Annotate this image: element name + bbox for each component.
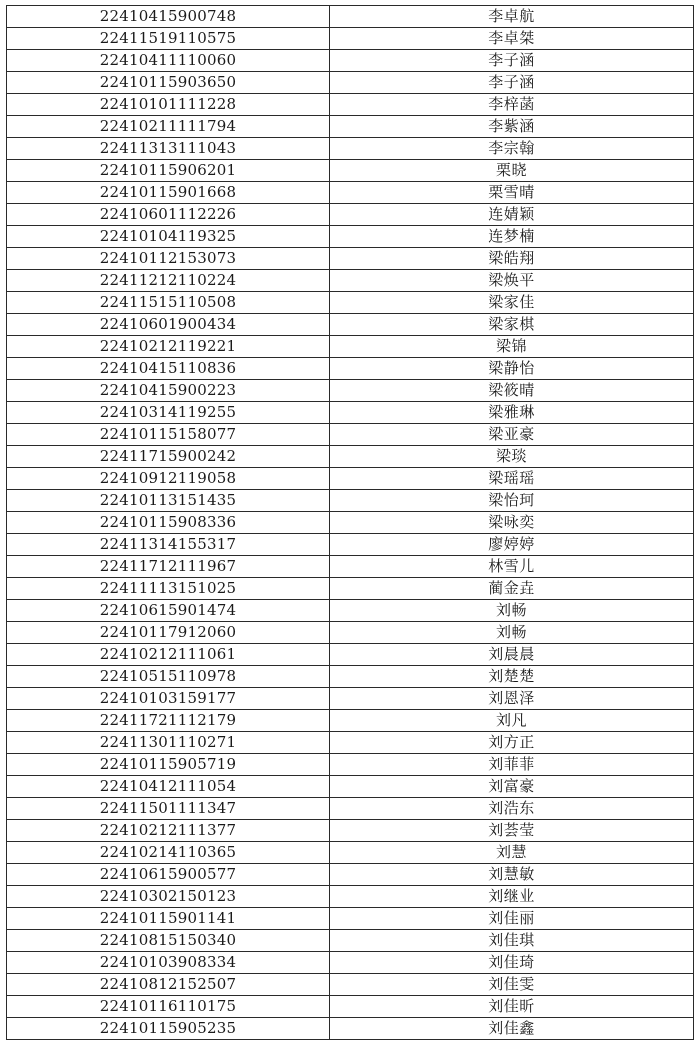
candidate-id-cell: 22410115908336	[7, 512, 330, 534]
table-row	[7, 820, 694, 842]
student-name-cell: 刘佳琪	[330, 930, 694, 952]
candidate-id-cell: 22410112153073	[7, 248, 330, 270]
table-row	[7, 600, 694, 622]
student-name-cell: 刘楚楚	[330, 666, 694, 688]
table-row	[7, 336, 694, 358]
candidate-id-cell: 22410815150340	[7, 930, 330, 952]
candidate-id-cell: 22411712111967	[7, 556, 330, 578]
table-row	[7, 622, 694, 644]
candidate-id-cell: 22410415900223	[7, 380, 330, 402]
student-name-cell: 梁皓翔	[330, 248, 694, 270]
table-row	[7, 666, 694, 688]
student-name-cell: 梁锦	[330, 336, 694, 358]
table-row	[7, 556, 694, 578]
student-name-cell: 梁瑶瑶	[330, 468, 694, 490]
student-name-cell: 李卓桀	[330, 28, 694, 50]
candidate-id-cell: 22411212110224	[7, 270, 330, 292]
student-name-cell: 刘晨晨	[330, 644, 694, 666]
table-row	[7, 50, 694, 72]
candidate-id-cell: 22410211111794	[7, 116, 330, 138]
candidate-id-cell: 22410411110060	[7, 50, 330, 72]
table-row	[7, 886, 694, 908]
student-name-cell: 刘浩东	[330, 798, 694, 820]
candidate-id-cell: 22410115903650	[7, 72, 330, 94]
candidate-id-cell: 22410601900434	[7, 314, 330, 336]
candidate-id-cell: 22410615901474	[7, 600, 330, 622]
table-row	[7, 732, 694, 754]
candidate-id-cell: 22410115901668	[7, 182, 330, 204]
candidate-id-cell: 22411721112179	[7, 710, 330, 732]
student-name-cell: 梁亚豪	[330, 424, 694, 446]
student-name-cell: 李梓菡	[330, 94, 694, 116]
student-name-cell: 梁家佳	[330, 292, 694, 314]
student-name-cell: 刘菲菲	[330, 754, 694, 776]
student-name-cell: 李紫涵	[330, 116, 694, 138]
student-name-cell: 刘慧	[330, 842, 694, 864]
table-row	[7, 908, 694, 930]
candidate-id-cell: 22410314119255	[7, 402, 330, 424]
student-name-cell: 刘慧敏	[330, 864, 694, 886]
candidate-id-cell: 22410115905719	[7, 754, 330, 776]
candidate-id-cell: 22410415900748	[7, 6, 330, 28]
table-row	[7, 204, 694, 226]
candidate-id-cell: 22410412111054	[7, 776, 330, 798]
candidate-id-cell: 22410214110365	[7, 842, 330, 864]
candidate-id-cell: 22410515110978	[7, 666, 330, 688]
candidate-id-cell: 22411515110508	[7, 292, 330, 314]
candidate-id-cell: 22410812152507	[7, 974, 330, 996]
table-row	[7, 6, 694, 28]
table-row	[7, 864, 694, 886]
candidate-id-cell: 22411519110575	[7, 28, 330, 50]
roster-body	[7, 6, 694, 1040]
student-name-cell: 梁家棋	[330, 314, 694, 336]
table-row	[7, 490, 694, 512]
student-name-cell: 刘方正	[330, 732, 694, 754]
student-name-cell: 廖婷婷	[330, 534, 694, 556]
student-name-cell: 李子涵	[330, 50, 694, 72]
candidate-id-cell: 22411313111043	[7, 138, 330, 160]
student-name-cell: 刘凡	[330, 710, 694, 732]
candidate-id-cell: 22411113151025	[7, 578, 330, 600]
student-roster-table	[6, 5, 694, 1040]
candidate-id-cell: 22410117912060	[7, 622, 330, 644]
table-row	[7, 842, 694, 864]
candidate-id-cell: 22410212111061	[7, 644, 330, 666]
table-row	[7, 996, 694, 1018]
candidate-id-cell: 22410212111377	[7, 820, 330, 842]
table-row	[7, 138, 694, 160]
student-name-cell: 刘佳琦	[330, 952, 694, 974]
candidate-id-cell: 22410116110175	[7, 996, 330, 1018]
table-row	[7, 314, 694, 336]
table-row	[7, 402, 694, 424]
table-row	[7, 974, 694, 996]
table-row	[7, 182, 694, 204]
table-row	[7, 644, 694, 666]
candidate-id-cell: 22410103908334	[7, 952, 330, 974]
student-name-cell: 李子涵	[330, 72, 694, 94]
candidate-id-cell: 22410113151435	[7, 490, 330, 512]
table-row	[7, 72, 694, 94]
candidate-id-cell: 22411501111347	[7, 798, 330, 820]
candidate-id-cell: 22411301110271	[7, 732, 330, 754]
candidate-id-cell: 22410615900577	[7, 864, 330, 886]
student-name-cell: 刘恩泽	[330, 688, 694, 710]
student-name-cell: 梁怡珂	[330, 490, 694, 512]
candidate-id-cell: 22410912119058	[7, 468, 330, 490]
student-name-cell: 梁焕平	[330, 270, 694, 292]
table-row	[7, 116, 694, 138]
table-row	[7, 248, 694, 270]
table-row	[7, 952, 694, 974]
table-row	[7, 292, 694, 314]
student-name-cell: 连婧颖	[330, 204, 694, 226]
student-name-cell: 梁筱晴	[330, 380, 694, 402]
student-name-cell: 刘继业	[330, 886, 694, 908]
table-row	[7, 270, 694, 292]
table-row	[7, 160, 694, 182]
student-name-cell: 刘佳丽	[330, 908, 694, 930]
table-row	[7, 754, 694, 776]
candidate-id-cell: 22410115901141	[7, 908, 330, 930]
student-name-cell: 栗雪晴	[330, 182, 694, 204]
student-name-cell: 蔺金垚	[330, 578, 694, 600]
candidate-id-cell: 22410415110836	[7, 358, 330, 380]
student-name-cell: 刘荟莹	[330, 820, 694, 842]
student-name-cell: 李卓航	[330, 6, 694, 28]
candidate-id-cell: 22410104119325	[7, 226, 330, 248]
candidate-id-cell: 22410212119221	[7, 336, 330, 358]
table-row	[7, 468, 694, 490]
table-row	[7, 688, 694, 710]
table-row	[7, 776, 694, 798]
student-name-cell: 刘富豪	[330, 776, 694, 798]
candidate-id-cell: 22411715900242	[7, 446, 330, 468]
candidate-id-cell: 22410101111228	[7, 94, 330, 116]
student-name-cell: 李宗翰	[330, 138, 694, 160]
candidate-id-cell: 22410115158077	[7, 424, 330, 446]
table-row	[7, 226, 694, 248]
student-name-cell: 刘畅	[330, 600, 694, 622]
table-row	[7, 380, 694, 402]
student-name-cell: 梁咏奕	[330, 512, 694, 534]
table-row	[7, 710, 694, 732]
student-name-cell: 连梦楠	[330, 226, 694, 248]
table-row	[7, 578, 694, 600]
table-row	[7, 512, 694, 534]
student-name-cell: 刘佳雯	[330, 974, 694, 996]
table-row	[7, 798, 694, 820]
candidate-id-cell: 22410302150123	[7, 886, 330, 908]
table-row	[7, 358, 694, 380]
table-row	[7, 534, 694, 556]
student-name-cell: 栗晓	[330, 160, 694, 182]
table-row	[7, 28, 694, 50]
candidate-id-cell: 22410103159177	[7, 688, 330, 710]
student-name-cell: 刘畅	[330, 622, 694, 644]
table-row	[7, 94, 694, 116]
candidate-id-cell: 22410115905235	[7, 1018, 330, 1040]
table-row	[7, 930, 694, 952]
candidate-id-cell: 22411314155317	[7, 534, 330, 556]
student-name-cell: 梁琰	[330, 446, 694, 468]
student-name-cell: 刘佳昕	[330, 996, 694, 1018]
student-name-cell: 林雪儿	[330, 556, 694, 578]
candidate-id-cell: 22410115906201	[7, 160, 330, 182]
table-row	[7, 1018, 694, 1040]
student-name-cell: 梁静怡	[330, 358, 694, 380]
candidate-id-cell: 22410601112226	[7, 204, 330, 226]
student-name-cell: 刘佳鑫	[330, 1018, 694, 1040]
table-row	[7, 424, 694, 446]
table-row	[7, 446, 694, 468]
student-name-cell: 梁雅琳	[330, 402, 694, 424]
